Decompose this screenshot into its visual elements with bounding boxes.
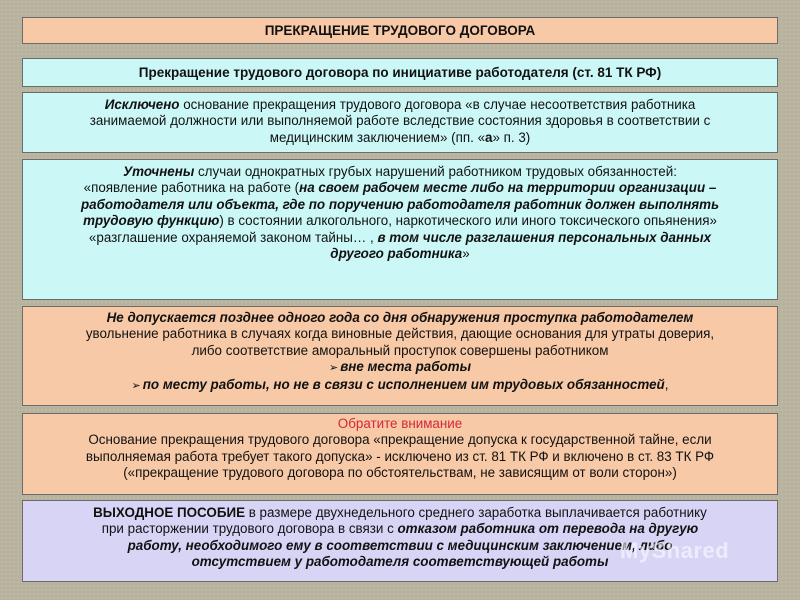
deadline-bullet-1-text: вне места работы bbox=[340, 359, 472, 375]
severance-text-2a: при расторжении трудового договора в связи с bbox=[101, 521, 398, 537]
deadline-bullet-2 bbox=[23, 377, 777, 394]
severance-line-1 bbox=[23, 505, 777, 521]
attention-block bbox=[22, 413, 778, 495]
clarified-line-6 bbox=[23, 246, 777, 262]
clarified-text-4a: трудовую функцию bbox=[83, 213, 220, 229]
attention-heading: Обратите внимание bbox=[337, 416, 463, 431]
severance-line-2 bbox=[23, 521, 777, 537]
severance-line-4: отсутствием у работодателя соответствующей работы bbox=[191, 554, 609, 570]
clarified-text-5b: в том числе разглашения персональных данных bbox=[377, 229, 712, 245]
excluded-text-3a: медицинским заключением» (пп. « bbox=[269, 129, 486, 145]
excluded-text-3c: » п. 3) bbox=[492, 129, 531, 145]
clarified-text-2b: на своем рабочем месте либо на территории организации – bbox=[299, 180, 717, 196]
watermark-logo: MyShared bbox=[620, 538, 730, 563]
deadline-line-1: увольнение работника в случаях когда виновные действия, дающие основания для утраты доверия, bbox=[85, 326, 715, 342]
clarified-line-2 bbox=[23, 180, 777, 196]
attention-line-1: Основание прекращения трудового договора «прекращение допуска к государственной тайне, если bbox=[88, 432, 712, 448]
clarified-text-6a: другого работника bbox=[330, 246, 463, 262]
excluded-line-3 bbox=[23, 130, 777, 146]
deadline-bullet-2-text: по месту работы, но не в связи с исполнением им трудовых обязанностей bbox=[142, 376, 665, 392]
clarified-line-1 bbox=[23, 164, 777, 180]
arrow-bullet-icon: ➢ bbox=[328, 362, 339, 375]
excluded-lead: Исключено bbox=[104, 97, 180, 112]
deadline-bullet-2-end: , bbox=[664, 376, 669, 392]
clarified-text-6b: » bbox=[462, 246, 470, 262]
clarified-cases-block bbox=[22, 159, 778, 300]
deadline-lead: Не допускается позднее одного года со дня обнаружения проступка работодателем bbox=[106, 310, 694, 325]
clarified-line-5 bbox=[23, 230, 777, 246]
excluded-text-1: основание прекращения трудового договора «в случае несоответствия работника bbox=[179, 97, 696, 112]
excluded-text-3b: а bbox=[485, 129, 493, 145]
arrow-bullet-icon: ➢ bbox=[131, 379, 141, 392]
clarified-text-2a: «появление работника на работе ( bbox=[83, 180, 300, 196]
page-title: ПРЕКРАЩЕНИЕ ТРУДОВОГО ДОГОВОРА bbox=[22, 17, 778, 44]
deadline-bullet-1 bbox=[23, 359, 777, 376]
clarified-text-4b: ) в состоянии алкогольного, наркотического или иного токсического опьянения» bbox=[219, 213, 717, 229]
clarified-text-1: случаи однократных грубых нарушений работником трудовых обязанностей: bbox=[194, 164, 677, 179]
severance-text-1: в размере двухнедельного среднего заработка выплачивается работнику bbox=[245, 505, 707, 520]
excluded-line-1 bbox=[23, 97, 777, 113]
severance-text-2b: отказом работника от перевода на другую bbox=[397, 521, 699, 537]
clarified-lead: Уточнены bbox=[123, 164, 195, 179]
excluded-line-2: занимаемой должности или выполняемой работе вследствие состояния здоровья в соответствии с bbox=[89, 113, 711, 129]
clarified-line-4 bbox=[23, 213, 777, 229]
attention-line-3: («прекращение трудового договора по обстоятельствам, не зависящим от воли сторон») bbox=[123, 465, 677, 481]
severance-lead: ВЫХОДНОЕ ПОСОБИЕ bbox=[93, 505, 245, 520]
clarified-text-5a: «разглашение охраняемой законом тайны… , bbox=[88, 229, 378, 245]
deadline-block bbox=[22, 306, 778, 406]
clarified-line-3: работодателя или объекта, где по поручению работодателя работник должен выполнять bbox=[80, 196, 720, 212]
section-subtitle: Прекращение трудового договора по инициативе работодателя (ст. 81 ТК РФ) bbox=[22, 58, 778, 87]
excluded-ground-block bbox=[22, 92, 778, 153]
attention-line-2: выполняемая работа требует такого допуска» - исключено из ст. 81 ТК РФ и включено в ст. 83 ТК РФ bbox=[85, 448, 715, 464]
deadline-line-2: либо соответствие аморальный проступок совершены работником bbox=[191, 342, 609, 358]
severance-line-3: работу, необходимого ему в соответствии с медицинским заключением, либо bbox=[127, 537, 673, 553]
